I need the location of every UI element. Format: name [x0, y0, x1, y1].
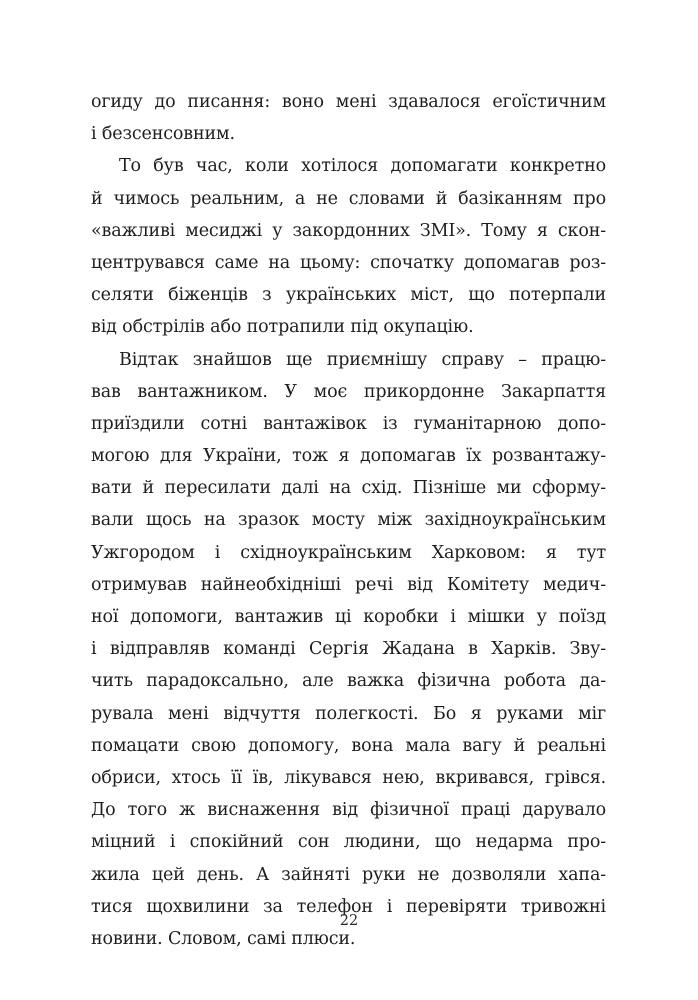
text-line: селяти біженців з українських міст, що потерпали [91, 285, 606, 306]
text-line: й чимось реальним, а не словами й базіканням про [91, 188, 606, 209]
text-line: Ужгородом і східноукраїнським Харковом: я тут [91, 542, 606, 563]
text-line: ної допомоги, вантажив ці коробки і мішки у поїзд [91, 607, 606, 627]
text-line: чить парадоксально, але важка фізична робота да- [91, 671, 606, 692]
text-line: і відправляв команді Сергія Жадана в Харків. Зву- [91, 639, 606, 660]
text-line: вали щось на зразок мосту між західноукраїнським [91, 510, 606, 531]
text-line: Відтак знайшов ще приємнішу справу – працю- [119, 349, 606, 370]
text-line: жила цей день. А зайняті руки не дозволяли хапа- [91, 864, 606, 885]
text-line: вати й пересилати далі на схід. Пізніше ми сформу- [91, 478, 606, 499]
text-line: рувала мені відчуття полегкості. Бо я руками міг [91, 703, 606, 724]
text-line: новини. Словом, самі плюси. [91, 928, 356, 949]
text-line: центрувався саме на цьому: спочатку допомагав роз- [91, 252, 606, 273]
text-line: вав вантажником. У моє прикордонне Закарпаття [91, 381, 606, 402]
text-line: і безсенсовним. [91, 124, 235, 145]
text-line: обриси, хтось її їв, лікувався нею, вкривався, грівся. [91, 767, 606, 788]
text-line: «важливі месиджі у закордонних ЗМІ». Тому я скон- [91, 220, 606, 241]
text-line: тися щохвилини за телефон і перевіряти тривожні [91, 896, 606, 917]
text-line: То був час, коли хотілося допомагати конкретно [119, 156, 606, 177]
text-line: міцний і спокійний сон людини, що недарма про- [91, 832, 606, 853]
text-line: приїздили сотні вантажівок із гуманітарною допо- [91, 413, 606, 434]
text-line: отримував найнеобхідніші речі від Комітету медич- [91, 574, 606, 595]
text-line: могою для України, тож я допомагав їх розвантажу- [91, 446, 606, 467]
text-line: До того ж виснаження від фізичної праці дарувало [91, 800, 606, 821]
text-line: огиду до писання: воно мені здавалося егоїстичним [91, 92, 606, 112]
body-text [91, 86, 606, 955]
page-number: 22 [339, 913, 359, 929]
text-line: помацати свою допомогу, вона мала вагу й реальні [91, 735, 606, 756]
text-line: від обстрілів або потрапили під окупацію. [91, 317, 474, 338]
